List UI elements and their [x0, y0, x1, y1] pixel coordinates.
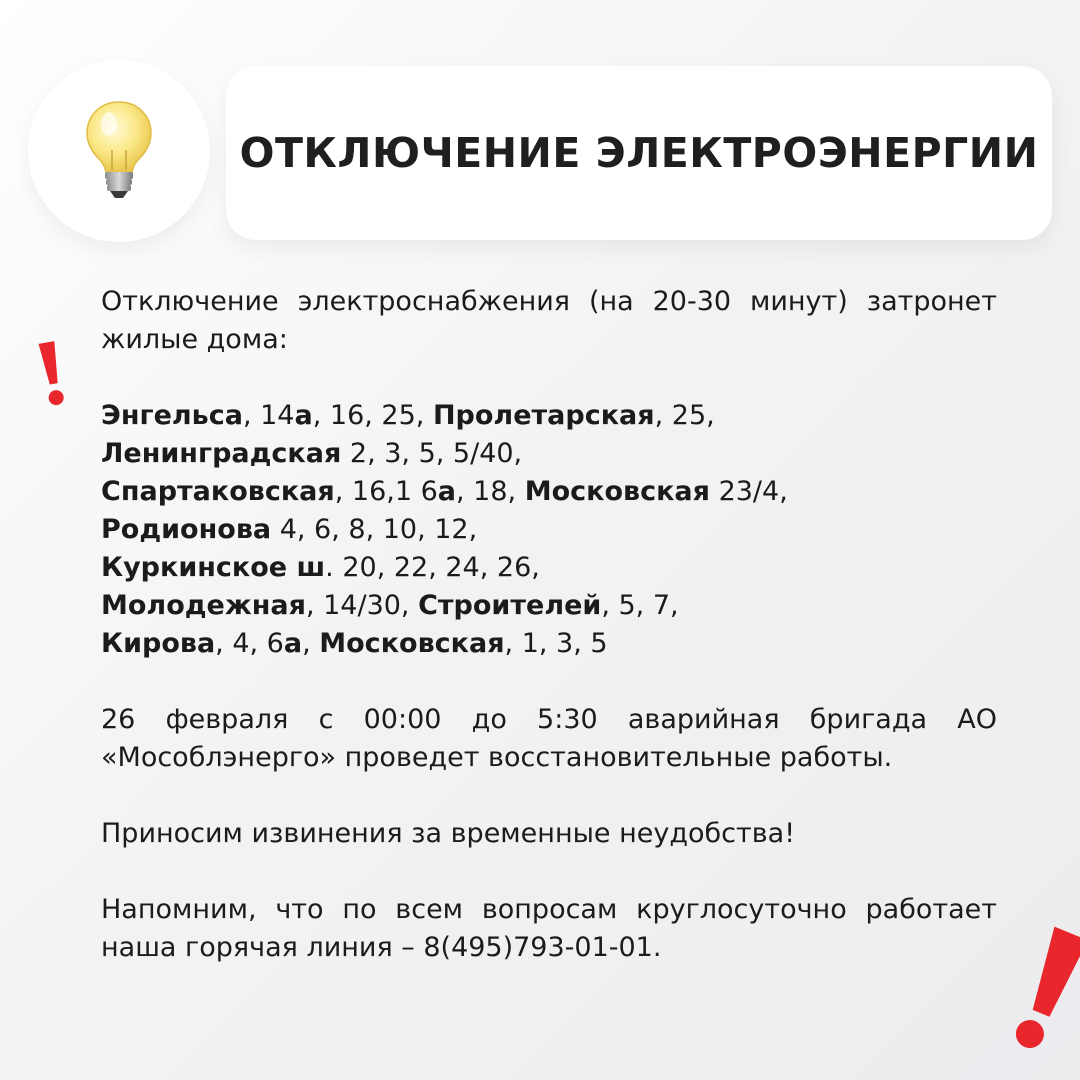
house-numbers: , 1, 3, 5 — [504, 628, 608, 659]
street-name: Куркинское ш — [101, 552, 326, 583]
address-line — [101, 549, 997, 587]
house-suffix: а — [437, 476, 457, 507]
page-title: ОТКЛЮЧЕНИЕ ЭЛЕКТРОЭНЕРГИИ — [239, 129, 1039, 177]
exclamation-icon — [30, 338, 74, 410]
street-name: Московская — [319, 628, 505, 659]
house-suffix: а — [294, 400, 313, 431]
light-bulb-icon — [83, 98, 155, 204]
address-line — [101, 587, 997, 625]
house-numbers: , 25, — [654, 400, 715, 431]
house-numbers: , 14 — [242, 400, 295, 431]
exclamation-icon — [1006, 922, 1080, 1062]
house-numbers: , 16, 25, — [312, 400, 433, 431]
intro-text: Отключение электроснабжения (на 20-30 минут) затронет жилые дома: — [101, 286, 997, 355]
title-card — [226, 66, 1052, 240]
bulb-badge — [28, 60, 210, 242]
house-numbers: , 18, — [456, 476, 525, 507]
street-name: Московская — [524, 476, 710, 507]
house-numbers: 2, 3, 5, 5/40, — [341, 438, 523, 469]
street-name: Энгельса — [101, 400, 243, 431]
address-list — [101, 397, 997, 663]
street-name: Кирова — [101, 628, 216, 659]
house-numbers: , 16,1 6 — [334, 476, 438, 507]
address-line — [101, 473, 997, 511]
address-line — [101, 435, 997, 473]
house-numbers: 23/4, — [709, 476, 788, 507]
spacer — [101, 359, 997, 397]
announcement-body — [101, 283, 997, 967]
street-name: Молодежная — [101, 590, 306, 621]
house-numbers: , — [302, 628, 320, 659]
street-name: Родионова — [101, 514, 272, 545]
address-line — [101, 511, 997, 549]
spacer — [101, 663, 997, 701]
apology-text: Приносим извинения за временные неудобства! — [101, 818, 796, 849]
street-name: Пролетарская — [432, 400, 655, 431]
repair-notice: 26 февраля с 00:00 до 5:30 аварийная бригада АО «Мособлэнерго» проведет восстановительные работы. — [101, 704, 997, 773]
address-line — [101, 625, 997, 663]
house-numbers: , 4, 6 — [215, 628, 284, 659]
spacer — [101, 853, 997, 891]
house-numbers: . 20, 22, 24, 26, — [325, 552, 540, 583]
street-name: Строителей — [418, 590, 602, 621]
street-name: Ленинградская — [101, 438, 342, 469]
house-numbers: , 5, 7, — [601, 590, 679, 621]
house-numbers: , 14/30, — [305, 590, 419, 621]
house-numbers: 4, 6, 8, 10, 12, — [271, 514, 478, 545]
hotline-text: Напомним, что по всем вопросам круглосуточно работает наша горячая линия – 8(495)793-01-01. — [101, 894, 997, 963]
street-name: Спартаковская — [101, 476, 335, 507]
house-suffix: а — [283, 628, 303, 659]
spacer — [101, 777, 997, 815]
address-line — [101, 397, 997, 435]
